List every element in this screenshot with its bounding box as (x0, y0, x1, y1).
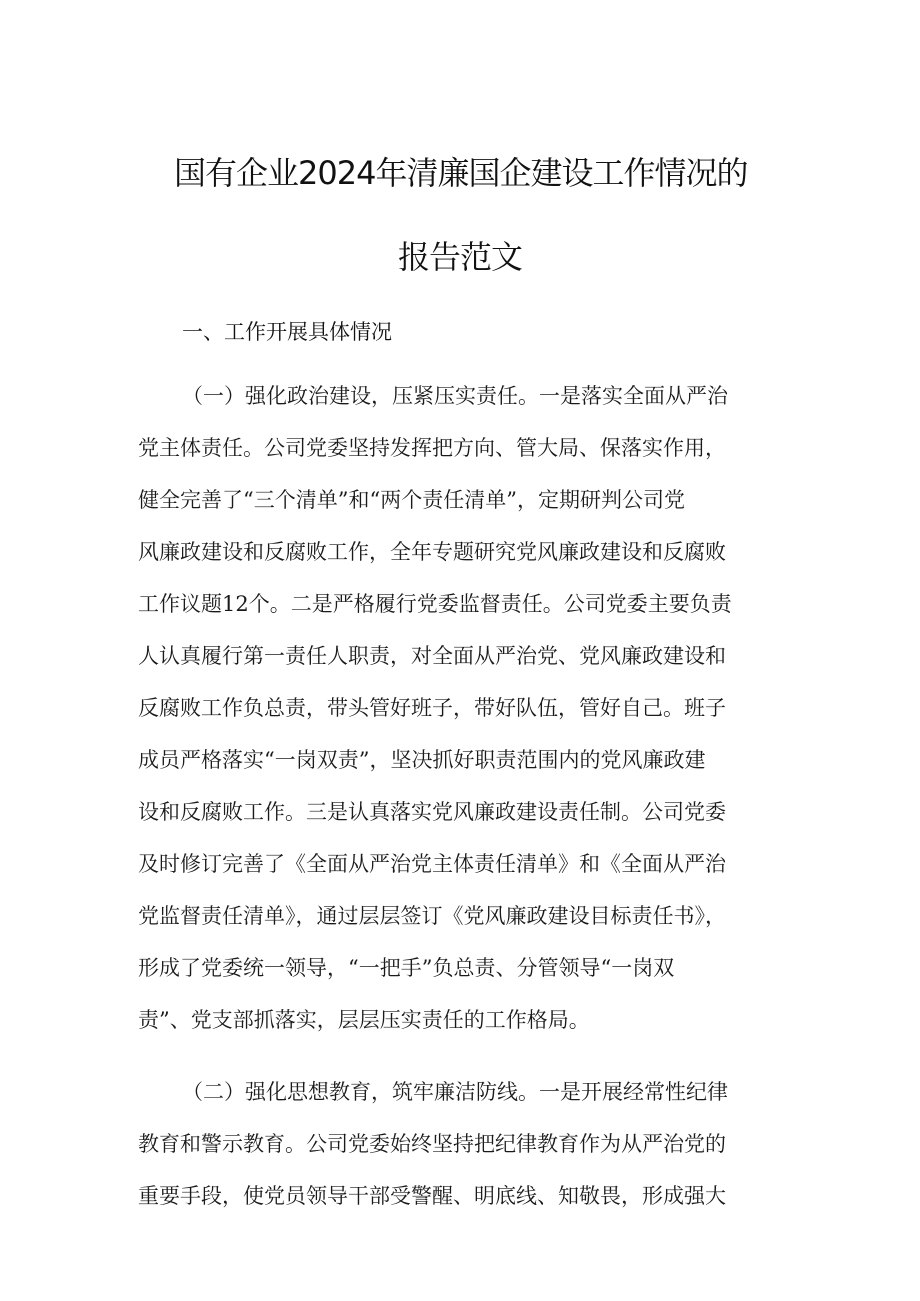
paragraph-line: 教育和警示教育。公司党委始终坚持把纪律教育作为从严治党的 (138, 1132, 726, 1156)
paragraph-line: 党主体责任。公司党委坚持发挥把方向、管大局、保落实作用， (138, 436, 726, 460)
paragraph-line: 健全完善了“三个清单”和“两个责任清单”，定期研判公司党 (138, 488, 685, 512)
paragraph-line: 成员严格落实“一岗双责”，坚决抓好职责范围内的党风廉政建 (138, 748, 706, 772)
document-title-line-1: 国有企业2024年清廉国企建设工作情况的 (174, 154, 748, 192)
section-heading: 一、工作开展具体情况 (182, 320, 392, 344)
paragraph-line: 工作议题12个。二是严格履行党委监督责任。公司党委主要负责 (138, 592, 732, 616)
document-title-line-2: 报告范文 (398, 238, 523, 276)
paragraph-line: 责”、党支部抓落实，层层压实责任的工作格局。 (138, 1008, 590, 1032)
paragraph-line: 设和反腐败工作。三是认真落实党风廉政建设责任制。公司党委 (138, 800, 726, 824)
paragraph-line: 反腐败工作负总责，带头管好班子，带好队伍，管好自己。班子 (138, 696, 726, 720)
paragraph-line: （二）强化思想教育，筑牢廉洁防线。一是开展经常性纪律 (182, 1080, 728, 1104)
paragraph-line: 人认真履行第一责任人职责，对全面从严治党、党风廉政建设和 (138, 644, 726, 668)
paragraph-line: 党监督责任清单》，通过层层签订《党风廉政建设目标责任书》， (138, 904, 726, 928)
paragraph-line: 形成了党委统一领导，“一把手”负总责、分管领导“一岗双 (138, 956, 675, 980)
paragraph-line: 及时修订完善了《全面从严治党主体责任清单》和《全面从严治 (138, 852, 726, 876)
paragraph-line: 风廉政建设和反腐败工作，全年专题研究党风廉政建设和反腐败 (138, 540, 726, 564)
paragraph-line: 重要手段，使党员领导干部受警醒、明底线、知敬畏，形成强大 (138, 1184, 726, 1208)
paragraph-line: （一）强化政治建设，压紧压实责任。一是落实全面从严治 (182, 384, 728, 408)
